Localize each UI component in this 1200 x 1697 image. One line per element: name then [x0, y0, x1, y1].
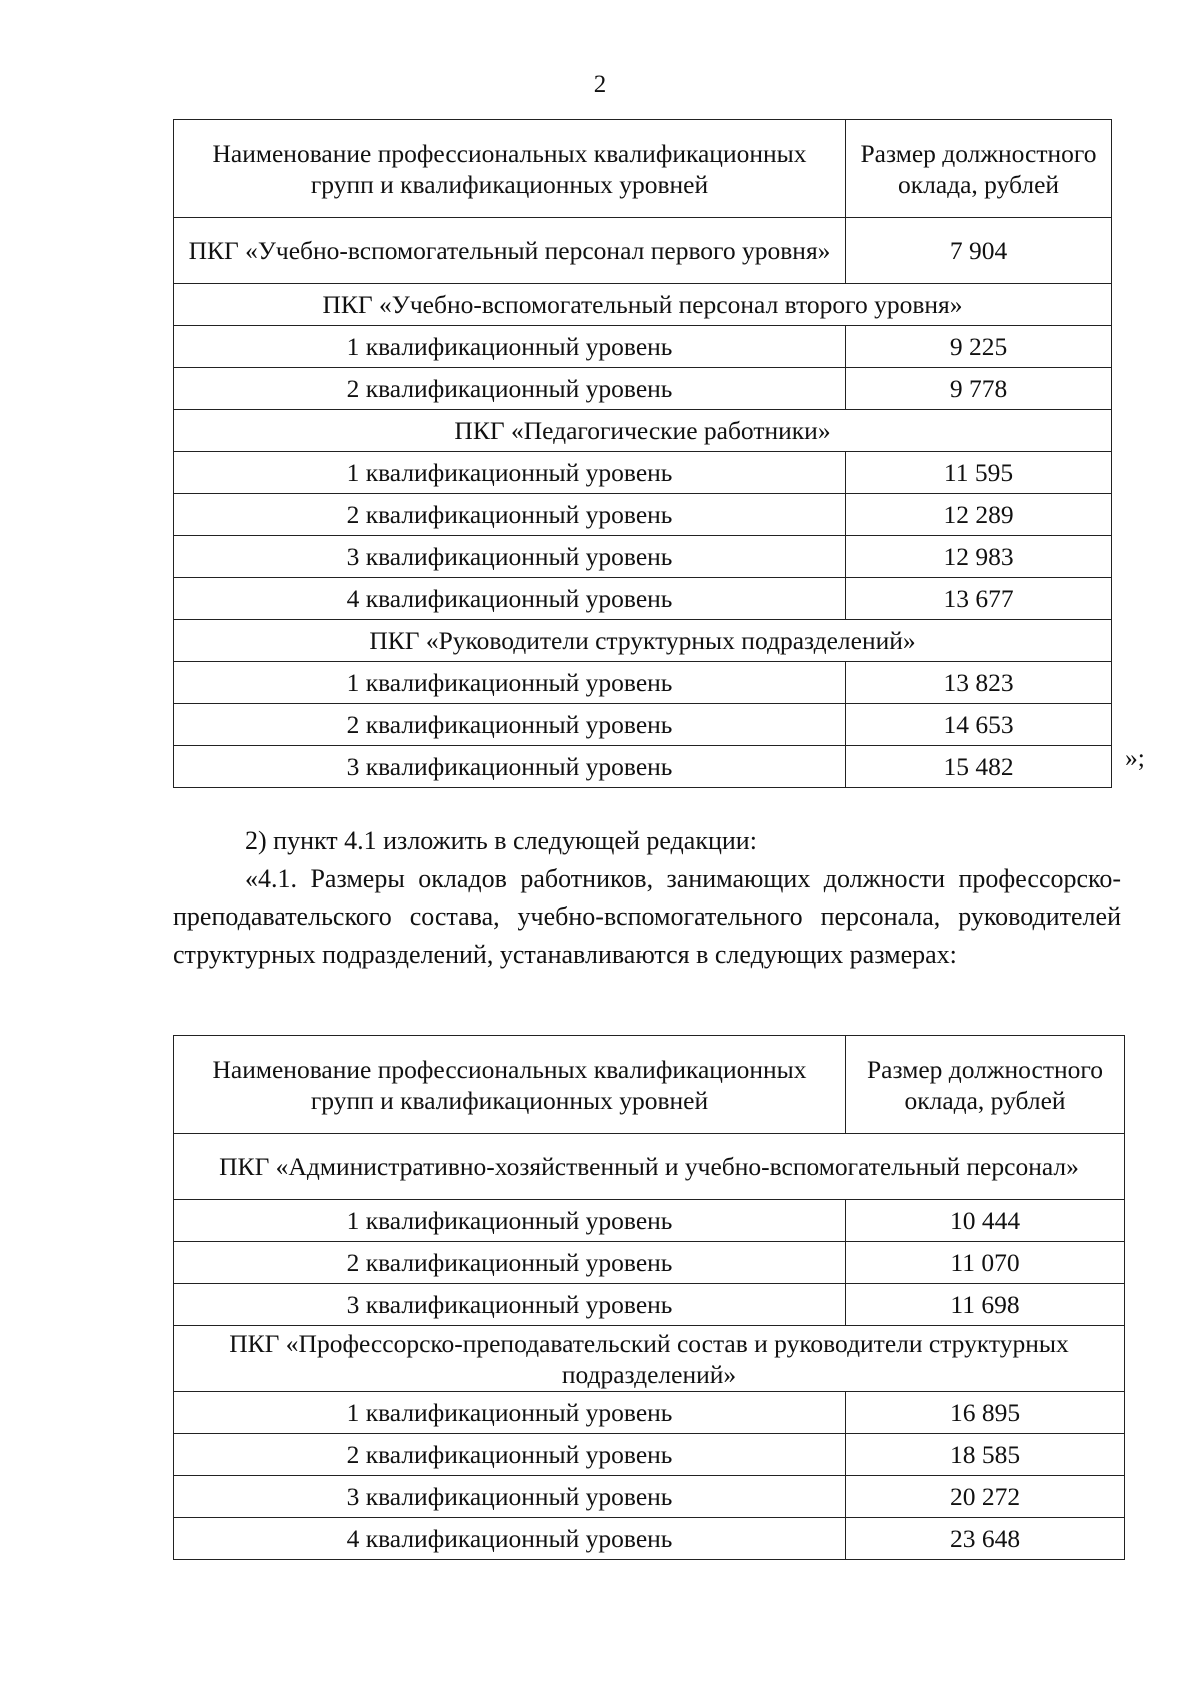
- level-name: 1 квалификационный уровень: [174, 326, 846, 368]
- level-name: 3 квалификационный уровень: [174, 1476, 846, 1518]
- level-name: 3 квалификационный уровень: [174, 1284, 846, 1326]
- salary-table-1: [173, 119, 1112, 788]
- level-name: 2 квалификационный уровень: [174, 1434, 846, 1476]
- table-header-row: [174, 120, 1112, 218]
- amendment-paragraph: 2) пункт 4.1 изложить в следующей редакции:: [245, 826, 757, 855]
- level-name: ПКГ «Учебно-вспомогательный персонал первого уровня»: [174, 218, 846, 284]
- group-row: [174, 284, 1112, 326]
- salary-value: 20 272: [846, 1476, 1125, 1518]
- table-row: [174, 1392, 1125, 1434]
- salary-value: 11 698: [846, 1284, 1125, 1326]
- table-row: [174, 494, 1112, 536]
- group-name: ПКГ «Учебно-вспомогательный персонал второго уровня»: [174, 284, 1112, 326]
- level-name: 2 квалификационный уровень: [174, 494, 846, 536]
- table-row: [174, 1284, 1125, 1326]
- level-name: 3 квалификационный уровень: [174, 536, 846, 578]
- level-name: 1 квалификационный уровень: [174, 452, 846, 494]
- group-row: [174, 1134, 1125, 1200]
- salary-table-2: [173, 1035, 1125, 1560]
- level-name: 2 квалификационный уровень: [174, 1242, 846, 1284]
- level-name: 3 квалификационный уровень: [174, 746, 846, 788]
- table-row: [174, 326, 1112, 368]
- salary-value: 10 444: [846, 1200, 1125, 1242]
- group-name: ПКГ «Профессорско-преподавательский состав и руководители структурных подразделений»: [174, 1326, 1125, 1392]
- level-name: 4 квалификационный уровень: [174, 578, 846, 620]
- header-group-name: Наименование профессиональных квалификационных групп и квалификационных уровней: [174, 120, 846, 218]
- table-row: [174, 1200, 1125, 1242]
- table-row: [174, 1434, 1125, 1476]
- clause-4-1-text: «4.1. Размеры окладов работников, занимающих должности профессорско-преподавательского состава, учебно-вспомогательного персонала, руководителей структурных подразделений, устанавливаются в следующих размерах:: [173, 864, 1121, 969]
- level-name: 2 квалификационный уровень: [174, 368, 846, 410]
- closing-quote: »;: [1125, 743, 1145, 772]
- table-row: [174, 662, 1112, 704]
- salary-value: 13 823: [846, 662, 1112, 704]
- salary-value: 9 778: [846, 368, 1112, 410]
- salary-value: 16 895: [846, 1392, 1125, 1434]
- salary-value: 9 225: [846, 326, 1112, 368]
- header-group-name: Наименование профессиональных квалификационных групп и квалификационных уровней: [174, 1036, 846, 1134]
- group-row: [174, 1326, 1125, 1392]
- table-row: [174, 536, 1112, 578]
- header-salary: Размер должностного оклада, рублей: [846, 120, 1112, 218]
- salary-table-1-body: [174, 120, 1112, 788]
- table-row: [174, 1476, 1125, 1518]
- level-name: 4 квалификационный уровень: [174, 1518, 846, 1560]
- page-number: 2: [593, 71, 607, 98]
- table-row: [174, 1518, 1125, 1560]
- table-row: [174, 1242, 1125, 1284]
- table-row: [174, 368, 1112, 410]
- table-row: [174, 218, 1112, 284]
- table-row: [174, 704, 1112, 746]
- group-name: ПКГ «Педагогические работники»: [174, 410, 1112, 452]
- salary-value: 7 904: [846, 218, 1112, 284]
- group-row: [174, 410, 1112, 452]
- table-row: [174, 452, 1112, 494]
- level-name: 2 квалификационный уровень: [174, 704, 846, 746]
- group-row: [174, 620, 1112, 662]
- group-name: ПКГ «Административно-хозяйственный и учебно-вспомогательный персонал»: [174, 1134, 1125, 1200]
- level-name: 1 квалификационный уровень: [174, 662, 846, 704]
- level-name: 1 квалификационный уровень: [174, 1392, 846, 1434]
- salary-value: 18 585: [846, 1434, 1125, 1476]
- salary-value: 11 070: [846, 1242, 1125, 1284]
- salary-table-2-body: [174, 1036, 1125, 1560]
- header-salary: Размер должностного оклада, рублей: [846, 1036, 1125, 1134]
- salary-value: 13 677: [846, 578, 1112, 620]
- salary-value: 12 289: [846, 494, 1112, 536]
- table-row: [174, 746, 1112, 788]
- salary-value: 11 595: [846, 452, 1112, 494]
- group-name: ПКГ «Руководители структурных подразделений»: [174, 620, 1112, 662]
- salary-value: 14 653: [846, 704, 1112, 746]
- level-name: 1 квалификационный уровень: [174, 1200, 846, 1242]
- salary-value: 23 648: [846, 1518, 1125, 1560]
- table-header-row: [174, 1036, 1125, 1134]
- table-row: [174, 578, 1112, 620]
- salary-value: 15 482: [846, 746, 1112, 788]
- salary-value: 12 983: [846, 536, 1112, 578]
